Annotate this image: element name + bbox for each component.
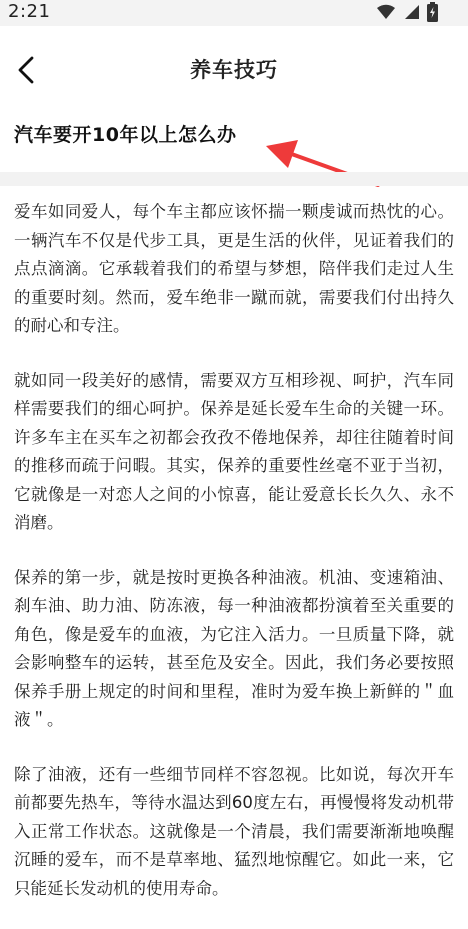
- status-icons: [377, 2, 438, 22]
- article-paragraph: 就如同一段美好的感情，需要双方互相珍视、呵护，汽车同样需要我们的细心呵护。保养是延长爱车生命的关键一环。许多车主在买车之初都会孜孜不倦地保养，却往往随着时间的推移而疏于问暇。其实，保养的重要性丝毫不亚于当初，它就像是一对恋人之间的小惊喜，能让爱意长长久久、永不消磨。: [14, 370, 454, 532]
- page-title: 养车技巧: [190, 58, 278, 82]
- section-divider: [0, 172, 468, 186]
- status-time: 2:21: [8, 1, 51, 22]
- battery-icon: [427, 2, 438, 22]
- article-title: 汽车要开10年以上怎么办: [14, 124, 237, 146]
- nav-bar: [0, 26, 468, 116]
- article-paragraph: 保养的第一步，就是按时更换各种油液。机油、变速箱油、刹车油、助力油、防冻液，每一种油液都扮演着至关重要的角色，像是爱车的血液，为它注入活力。一旦质量下降，就会影响整车的运转，甚至危及安全。因此，我们务必要按照保养手册上规定的时间和里程，准时为爱车换上新鲜的＂血液＂。: [14, 567, 454, 729]
- article-body: [14, 198, 454, 929]
- wifi-icon: [377, 4, 395, 20]
- status-bar: [0, 0, 468, 26]
- article-paragraph: 除了油液，还有一些细节同样不容忽视。比如说，每次开车前都要先热车，等待水温达到60度左右，再慢慢将发动机带入正常工作状态。这就像是一个清晨，我们需要渐渐地唤醒沉睡的爱车，而不是草率地、猛烈地惊醒它。如此一来，它只能延长发动机的使用寿命。: [14, 764, 454, 898]
- article-paragraph: 爱车如同爱人，每个车主都应该怀揣一颗虔诚而热忱的心。一辆汽车不仅是代步工具，更是生活的伙伴，见证着我们的点点滴滴。它承载着我们的希望与梦想，陪伴我们走过人生的重要时刻。然而，爱车绝非一蹴而就，需要我们付出持久的耐心和专注。: [14, 202, 454, 335]
- signal-icon: [403, 4, 419, 20]
